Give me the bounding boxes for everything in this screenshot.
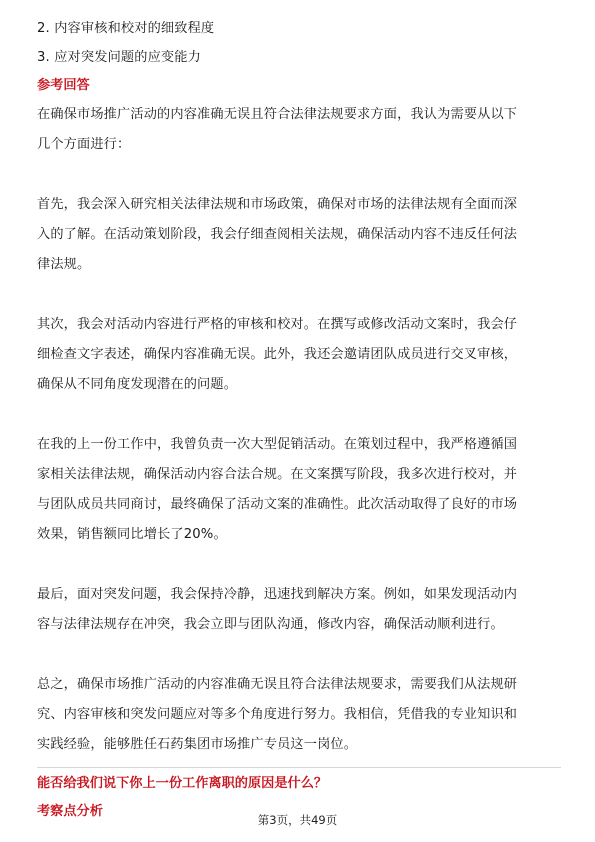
page-content bbox=[37, 14, 561, 826]
list-item: 2. 内容审核和校对的细致程度 bbox=[37, 21, 215, 36]
question-heading: 能否给我们说下你上一份工作离职的原因是什么？ bbox=[37, 776, 328, 791]
answer-heading: 参考回答 bbox=[37, 78, 90, 93]
paragraph-line: 入的了解。在活动策划阶段，我会仔细查阅相关法规，确保活动内容不违反任何法 bbox=[37, 227, 518, 242]
paragraph bbox=[37, 310, 561, 400]
paragraph-spacer bbox=[37, 160, 561, 190]
paragraph-line: 总之，确保市场推广活动的内容准确无误且符合法律法规要求，需要我们从法规研 bbox=[37, 677, 518, 692]
paragraph-line: 实践经验，能够胜任石药集团市场推广专员这一岗位。 bbox=[37, 737, 358, 752]
page-number: 第3页，共49页 bbox=[257, 813, 338, 827]
paragraph-line: 细检查文字表述，确保内容准确无误。此外，我还会邀请团队成员进行交叉审核， bbox=[37, 347, 518, 362]
paragraph bbox=[37, 580, 561, 640]
paragraph-line: 究、内容审核和突发问题应对等多个角度进行努力。我相信，凭借我的专业知识和 bbox=[37, 707, 518, 722]
paragraph bbox=[37, 190, 561, 280]
paragraph bbox=[37, 430, 561, 550]
paragraph-line: 最后，面对突发问题，我会保持冷静，迅速找到解决方案。例如，如果发现活动内 bbox=[37, 587, 518, 602]
paragraph-spacer bbox=[37, 640, 561, 670]
paragraph-line: 首先，我会深入研究相关法律法规和市场政策，确保对市场的法律法规有全面而深 bbox=[37, 197, 518, 212]
paragraph-line: 其次，我会对活动内容进行严格的审核和校对。在撰写或修改活动文案时，我会仔 bbox=[37, 317, 518, 332]
paragraph bbox=[37, 100, 561, 160]
paragraph-spacer bbox=[37, 550, 561, 580]
paragraph-line: 效果，销售额同比增长了20%。 bbox=[37, 527, 227, 542]
list-item: 3. 应对突发问题的应变能力 bbox=[37, 50, 201, 65]
paragraph-line: 确保从不同角度发现潜在的问题。 bbox=[37, 377, 238, 392]
paragraph-line: 与团队成员共同商讨，最终确保了活动文案的准确性。此次活动取得了良好的市场 bbox=[37, 497, 518, 512]
paragraph-line: 容与法律法规存在冲突，我会立即与团队沟通，修改内容，确保活动顺利进行。 bbox=[37, 617, 504, 632]
paragraph-line: 家相关法律法规，确保活动内容合法合规。在文案撰写阶段，我多次进行校对，并 bbox=[37, 467, 518, 482]
paragraph-line: 律法规。 bbox=[37, 257, 91, 272]
paragraph bbox=[37, 670, 561, 760]
paragraph-line: 在我的上一份工作中，我曾负责一次大型促销活动。在策划过程中，我严格遵循国 bbox=[37, 437, 518, 452]
section-divider bbox=[37, 767, 561, 768]
paragraph-line: 几个方面进行： bbox=[37, 137, 131, 152]
paragraph-spacer bbox=[37, 280, 561, 310]
analysis-heading: 考察点分析 bbox=[37, 804, 103, 819]
paragraph-line: 在确保市场推广活动的内容准确无误且符合法律法规要求方面，我认为需要从以下 bbox=[37, 107, 518, 122]
paragraph-spacer bbox=[37, 400, 561, 430]
